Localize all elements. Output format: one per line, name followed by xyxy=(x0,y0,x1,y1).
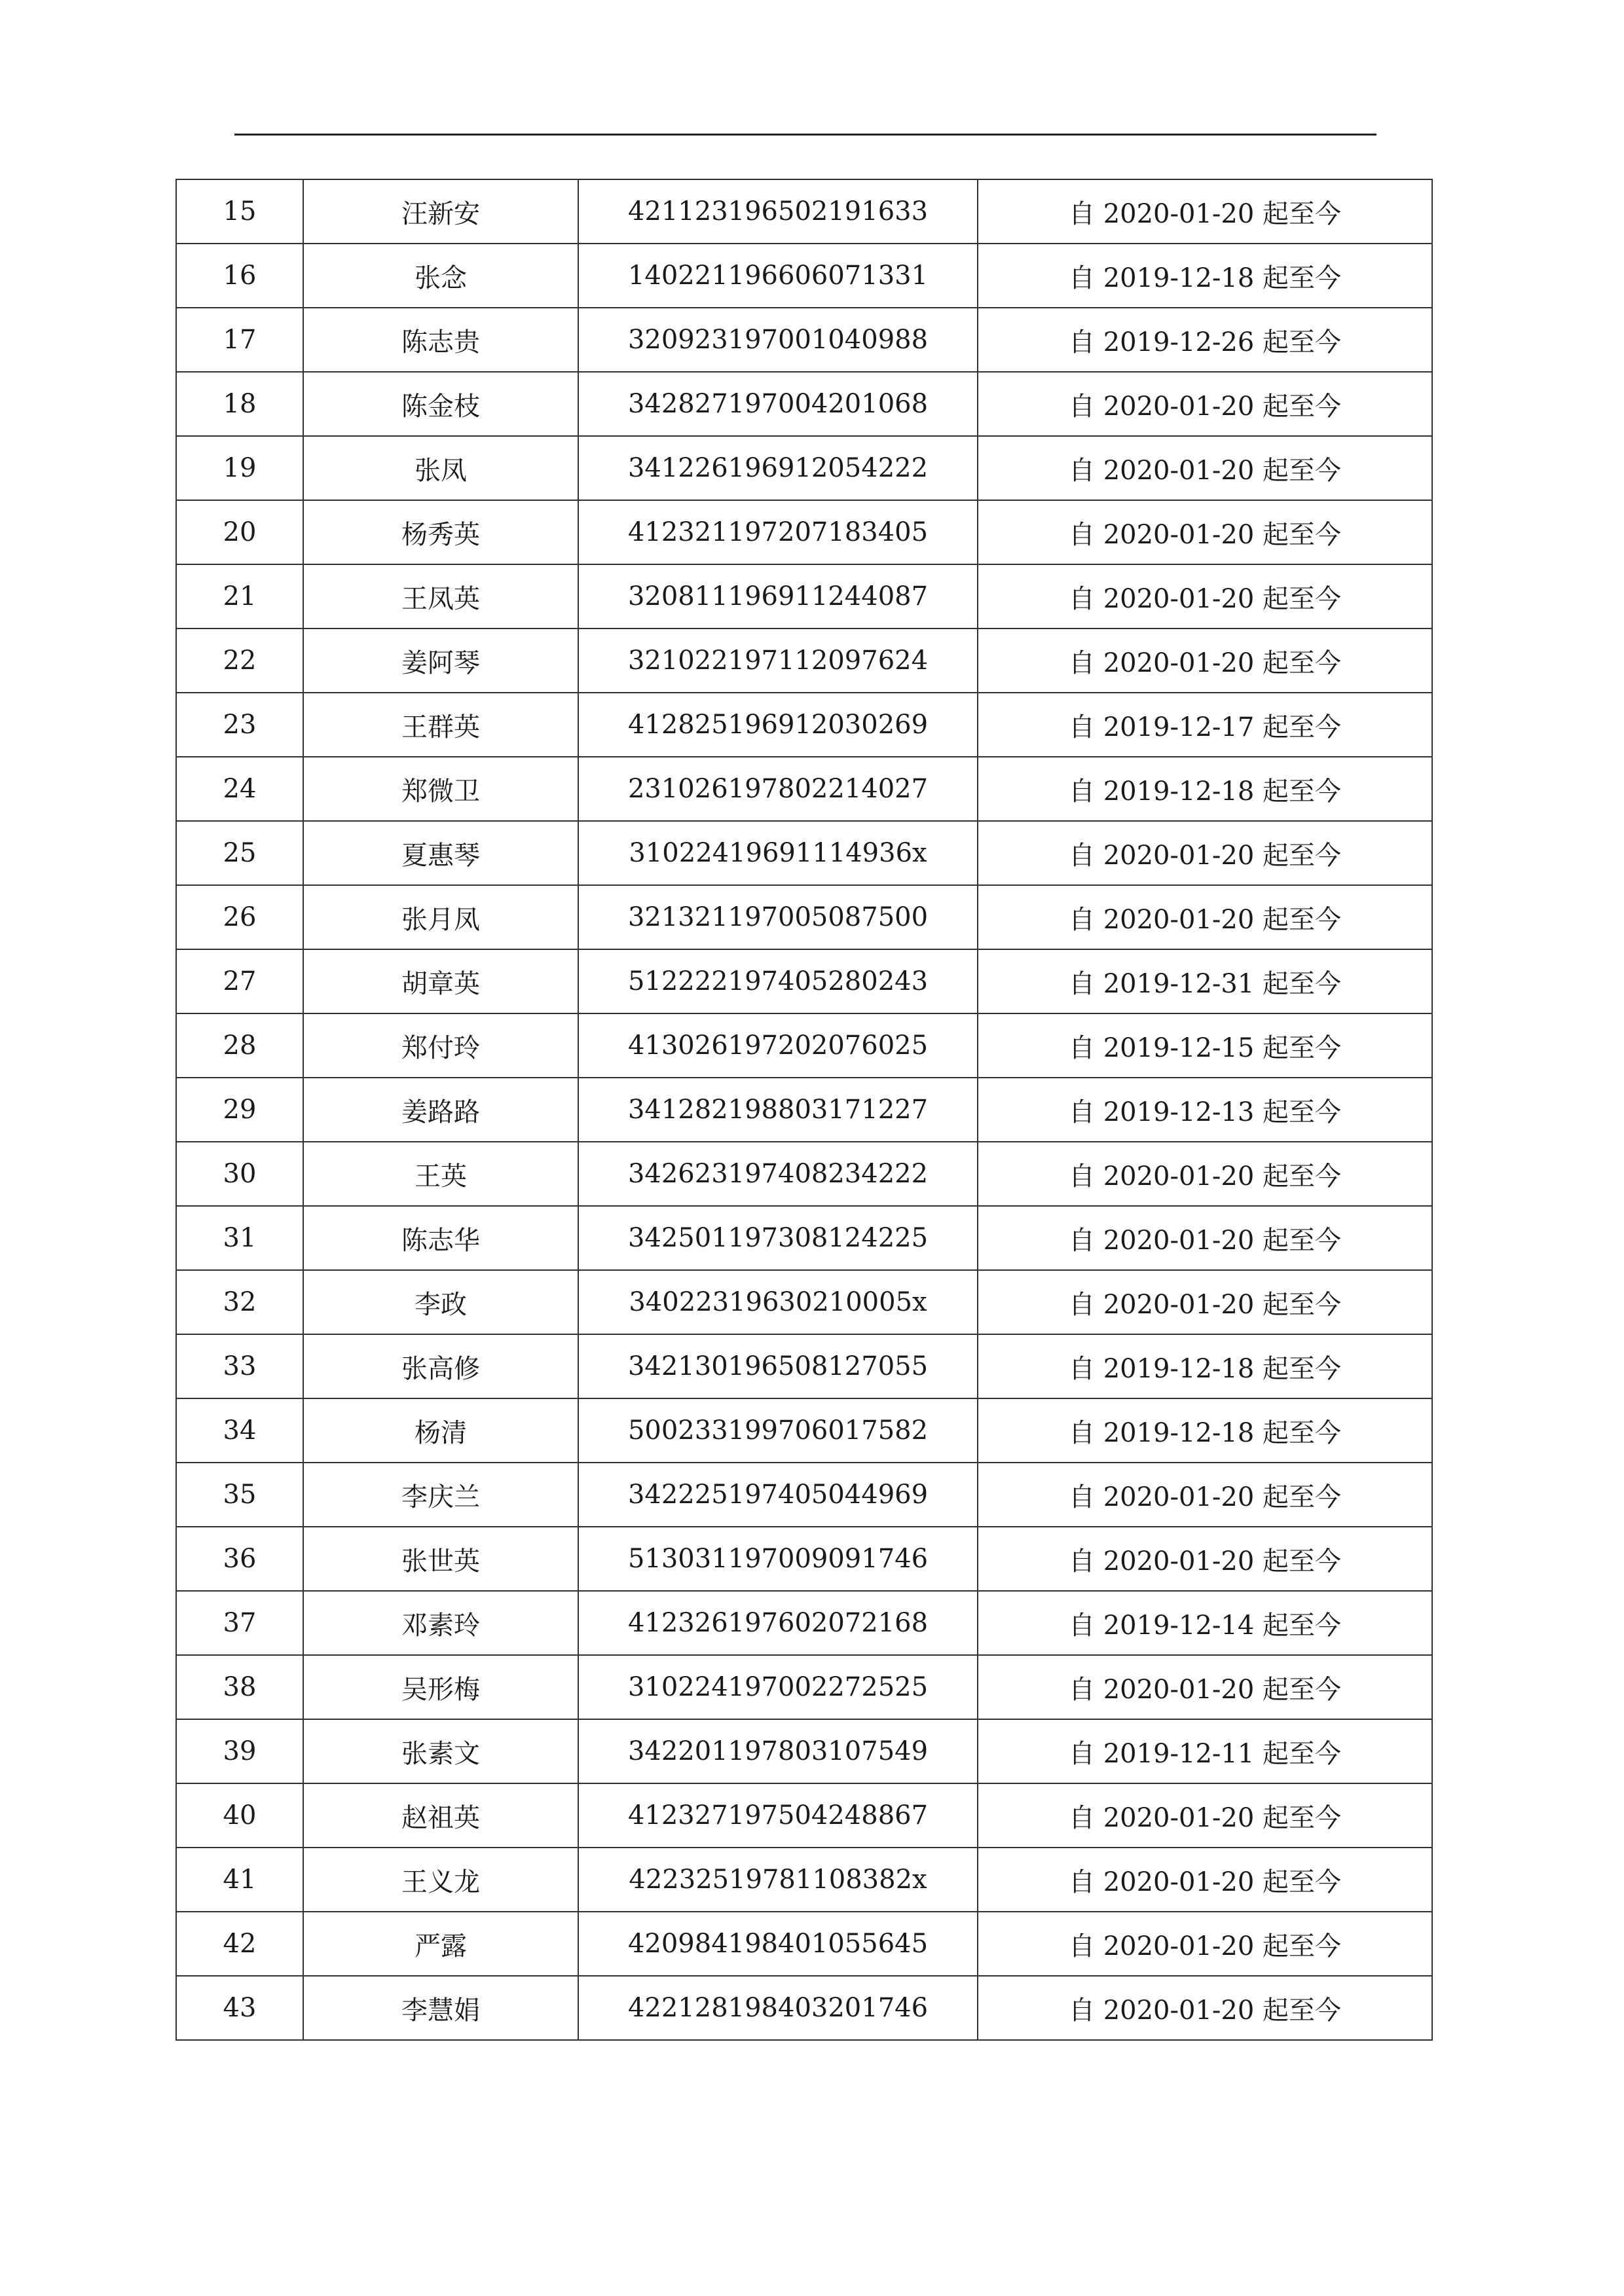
person-name: 郑付玲 xyxy=(303,1013,578,1078)
table-row xyxy=(176,564,1432,629)
date-suffix: 起至今 xyxy=(1263,327,1342,357)
start-date: 2019-12-17 xyxy=(1103,712,1255,742)
start-date: 2020-01-20 xyxy=(1103,1802,1255,1833)
date-range xyxy=(978,949,1432,1013)
person-name: 姜路路 xyxy=(303,1078,578,1142)
date-prefix: 自 xyxy=(1068,712,1095,742)
start-date: 2020-01-20 xyxy=(1103,519,1255,550)
row-number: 38 xyxy=(176,1655,303,1719)
person-name: 陈金枝 xyxy=(303,372,578,436)
id-number: 422128198403201746 xyxy=(578,1976,978,2040)
person-name: 李庆兰 xyxy=(303,1463,578,1527)
row-number: 21 xyxy=(176,564,303,629)
date-suffix: 起至今 xyxy=(1263,1610,1342,1641)
date-prefix: 自 xyxy=(1068,391,1095,422)
row-number: 32 xyxy=(176,1270,303,1334)
date-prefix: 自 xyxy=(1068,1482,1095,1512)
person-name: 张念 xyxy=(303,244,578,308)
table-row xyxy=(176,1719,1432,1783)
date-prefix: 自 xyxy=(1068,904,1095,935)
person-name: 王群英 xyxy=(303,693,578,757)
start-date: 2020-01-20 xyxy=(1103,1546,1255,1576)
date-suffix: 起至今 xyxy=(1263,776,1342,807)
date-range xyxy=(978,757,1432,821)
date-prefix: 自 xyxy=(1068,776,1095,807)
date-range xyxy=(978,821,1432,885)
person-name: 张凤 xyxy=(303,436,578,500)
row-number: 33 xyxy=(176,1334,303,1398)
date-suffix: 起至今 xyxy=(1263,198,1342,229)
table-row xyxy=(176,1078,1432,1142)
id-number: 342225197405044969 xyxy=(578,1463,978,1527)
date-prefix: 自 xyxy=(1068,1097,1095,1127)
date-range xyxy=(978,1591,1432,1655)
person-name: 张月凤 xyxy=(303,885,578,949)
row-number: 22 xyxy=(176,629,303,693)
date-range xyxy=(978,885,1432,949)
row-number: 15 xyxy=(176,179,303,244)
row-number: 37 xyxy=(176,1591,303,1655)
date-suffix: 起至今 xyxy=(1263,583,1342,614)
person-name: 严露 xyxy=(303,1912,578,1976)
person-name: 陈志华 xyxy=(303,1206,578,1270)
person-name: 杨清 xyxy=(303,1398,578,1463)
person-name: 邓素玲 xyxy=(303,1591,578,1655)
person-name: 王凤英 xyxy=(303,564,578,629)
row-number: 24 xyxy=(176,757,303,821)
date-range xyxy=(978,564,1432,629)
date-range xyxy=(978,1270,1432,1334)
date-prefix: 自 xyxy=(1068,1417,1095,1448)
date-suffix: 起至今 xyxy=(1263,391,1342,422)
table-row xyxy=(176,1591,1432,1655)
start-date: 2020-01-20 xyxy=(1103,1674,1255,1705)
date-range xyxy=(978,500,1432,564)
date-prefix: 自 xyxy=(1068,1032,1095,1063)
id-number: 321321197005087500 xyxy=(578,885,978,949)
id-number: 42232519781108382x xyxy=(578,1848,978,1912)
table-row xyxy=(176,821,1432,885)
date-range xyxy=(978,1527,1432,1591)
date-range xyxy=(978,1398,1432,1463)
person-name: 吴形梅 xyxy=(303,1655,578,1719)
row-number: 42 xyxy=(176,1912,303,1976)
table-row xyxy=(176,885,1432,949)
person-name: 李慧娟 xyxy=(303,1976,578,2040)
date-suffix: 起至今 xyxy=(1263,1995,1342,2026)
table-row xyxy=(176,1655,1432,1719)
date-prefix: 自 xyxy=(1068,1738,1095,1769)
date-range xyxy=(978,1142,1432,1206)
date-prefix: 自 xyxy=(1068,968,1095,999)
date-prefix: 自 xyxy=(1068,263,1095,293)
row-number: 28 xyxy=(176,1013,303,1078)
table-row xyxy=(176,1206,1432,1270)
date-range xyxy=(978,1912,1432,1976)
table-row xyxy=(176,1912,1432,1976)
date-prefix: 自 xyxy=(1068,1995,1095,2026)
start-date: 2020-01-20 xyxy=(1103,455,1255,486)
table-row xyxy=(176,1334,1432,1398)
date-prefix: 自 xyxy=(1068,1610,1095,1641)
row-number: 43 xyxy=(176,1976,303,2040)
row-number: 27 xyxy=(176,949,303,1013)
date-suffix: 起至今 xyxy=(1263,840,1342,871)
date-suffix: 起至今 xyxy=(1263,712,1342,742)
date-range xyxy=(978,308,1432,372)
date-range xyxy=(978,1078,1432,1142)
date-prefix: 自 xyxy=(1068,647,1095,678)
id-number: 412327197504248867 xyxy=(578,1783,978,1848)
person-name: 胡章英 xyxy=(303,949,578,1013)
date-suffix: 起至今 xyxy=(1263,455,1342,486)
id-number: 341282198803171227 xyxy=(578,1078,978,1142)
date-range xyxy=(978,244,1432,308)
table-row xyxy=(176,308,1432,372)
table-row xyxy=(176,179,1432,244)
table-row xyxy=(176,1270,1432,1334)
row-number: 26 xyxy=(176,885,303,949)
person-name: 张世英 xyxy=(303,1527,578,1591)
id-number: 413026197202076025 xyxy=(578,1013,978,1078)
id-number: 342201197803107549 xyxy=(578,1719,978,1783)
date-prefix: 自 xyxy=(1068,1867,1095,1897)
start-date: 2019-12-18 xyxy=(1103,776,1255,807)
table-row xyxy=(176,244,1432,308)
row-number: 29 xyxy=(176,1078,303,1142)
table-row xyxy=(176,693,1432,757)
id-number: 34022319630210005x xyxy=(578,1270,978,1334)
table-row xyxy=(176,1783,1432,1848)
date-prefix: 自 xyxy=(1068,1289,1095,1320)
roster-body xyxy=(176,179,1432,2040)
id-number: 500233199706017582 xyxy=(578,1398,978,1463)
start-date: 2020-01-20 xyxy=(1103,904,1255,935)
row-number: 39 xyxy=(176,1719,303,1783)
table-row xyxy=(176,1463,1432,1527)
date-prefix: 自 xyxy=(1068,327,1095,357)
date-range xyxy=(978,1976,1432,2040)
person-name: 李政 xyxy=(303,1270,578,1334)
start-date: 2020-01-20 xyxy=(1103,1867,1255,1897)
person-name: 杨秀英 xyxy=(303,500,578,564)
table-row xyxy=(176,1527,1432,1591)
start-date: 2020-01-20 xyxy=(1103,1482,1255,1512)
start-date: 2020-01-20 xyxy=(1103,840,1255,871)
person-name: 张素文 xyxy=(303,1719,578,1783)
id-number: 421123196502191633 xyxy=(578,179,978,244)
date-prefix: 自 xyxy=(1068,1674,1095,1705)
table-row xyxy=(176,757,1432,821)
date-range xyxy=(978,1013,1432,1078)
start-date: 2020-01-20 xyxy=(1103,1225,1255,1256)
id-number: 342623197408234222 xyxy=(578,1142,978,1206)
start-date: 2019-12-18 xyxy=(1103,1353,1255,1384)
id-number: 321022197112097624 xyxy=(578,629,978,693)
id-number: 341226196912054222 xyxy=(578,436,978,500)
id-number: 512222197405280243 xyxy=(578,949,978,1013)
date-prefix: 自 xyxy=(1068,519,1095,550)
start-date: 2019-12-15 xyxy=(1103,1032,1255,1063)
row-number: 20 xyxy=(176,500,303,564)
table-row xyxy=(176,1976,1432,2040)
date-prefix: 自 xyxy=(1068,1225,1095,1256)
date-suffix: 起至今 xyxy=(1263,904,1342,935)
id-number: 412321197207183405 xyxy=(578,500,978,564)
person-name: 夏惠琴 xyxy=(303,821,578,885)
date-suffix: 起至今 xyxy=(1263,1867,1342,1897)
table-row xyxy=(176,629,1432,693)
date-range xyxy=(978,1463,1432,1527)
date-suffix: 起至今 xyxy=(1263,1802,1342,1833)
date-range xyxy=(978,1206,1432,1270)
start-date: 2020-01-20 xyxy=(1103,1161,1255,1192)
header-rule xyxy=(234,134,1376,136)
id-number: 412825196912030269 xyxy=(578,693,978,757)
start-date: 2019-12-11 xyxy=(1103,1738,1255,1769)
date-prefix: 自 xyxy=(1068,840,1095,871)
start-date: 2019-12-26 xyxy=(1103,327,1255,357)
date-prefix: 自 xyxy=(1068,1161,1095,1192)
id-number: 310224197002272525 xyxy=(578,1655,978,1719)
row-number: 16 xyxy=(176,244,303,308)
person-name: 郑微卫 xyxy=(303,757,578,821)
date-range xyxy=(978,1334,1432,1398)
date-prefix: 自 xyxy=(1068,1802,1095,1833)
date-range xyxy=(978,1848,1432,1912)
id-number: 320923197001040988 xyxy=(578,308,978,372)
date-suffix: 起至今 xyxy=(1263,1225,1342,1256)
row-number: 31 xyxy=(176,1206,303,1270)
date-prefix: 自 xyxy=(1068,198,1095,229)
start-date: 2019-12-13 xyxy=(1103,1097,1255,1127)
row-number: 17 xyxy=(176,308,303,372)
start-date: 2020-01-20 xyxy=(1103,1995,1255,2026)
date-suffix: 起至今 xyxy=(1263,968,1342,999)
id-number: 342827197004201068 xyxy=(578,372,978,436)
date-suffix: 起至今 xyxy=(1263,1738,1342,1769)
row-number: 36 xyxy=(176,1527,303,1591)
start-date: 2019-12-31 xyxy=(1103,968,1255,999)
date-prefix: 自 xyxy=(1068,1931,1095,1961)
person-name: 王英 xyxy=(303,1142,578,1206)
start-date: 2019-12-18 xyxy=(1103,263,1255,293)
table-row xyxy=(176,1398,1432,1463)
row-number: 19 xyxy=(176,436,303,500)
date-suffix: 起至今 xyxy=(1263,1482,1342,1512)
table-row xyxy=(176,500,1432,564)
person-name: 王义龙 xyxy=(303,1848,578,1912)
date-prefix: 自 xyxy=(1068,1546,1095,1576)
start-date: 2020-01-20 xyxy=(1103,647,1255,678)
table-row xyxy=(176,949,1432,1013)
date-prefix: 自 xyxy=(1068,455,1095,486)
id-number: 342130196508127055 xyxy=(578,1334,978,1398)
start-date: 2020-01-20 xyxy=(1103,198,1255,229)
date-suffix: 起至今 xyxy=(1263,1674,1342,1705)
row-number: 25 xyxy=(176,821,303,885)
id-number: 420984198401055645 xyxy=(578,1912,978,1976)
date-prefix: 自 xyxy=(1068,583,1095,614)
date-range xyxy=(978,1719,1432,1783)
id-number: 513031197009091746 xyxy=(578,1527,978,1591)
date-suffix: 起至今 xyxy=(1263,1032,1342,1063)
table-row xyxy=(176,436,1432,500)
date-range xyxy=(978,693,1432,757)
row-number: 34 xyxy=(176,1398,303,1463)
person-name: 陈志贵 xyxy=(303,308,578,372)
date-suffix: 起至今 xyxy=(1263,1097,1342,1127)
id-number: 342501197308124225 xyxy=(578,1206,978,1270)
row-number: 23 xyxy=(176,693,303,757)
row-number: 35 xyxy=(176,1463,303,1527)
start-date: 2020-01-20 xyxy=(1103,583,1255,614)
start-date: 2020-01-20 xyxy=(1103,1289,1255,1320)
date-suffix: 起至今 xyxy=(1263,1546,1342,1576)
start-date: 2019-12-14 xyxy=(1103,1610,1255,1641)
id-number: 412326197602072168 xyxy=(578,1591,978,1655)
date-suffix: 起至今 xyxy=(1263,1931,1342,1961)
date-suffix: 起至今 xyxy=(1263,263,1342,293)
start-date: 2020-01-20 xyxy=(1103,1931,1255,1961)
id-number: 31022419691114936x xyxy=(578,821,978,885)
row-number: 30 xyxy=(176,1142,303,1206)
row-number: 18 xyxy=(176,372,303,436)
date-range xyxy=(978,436,1432,500)
date-suffix: 起至今 xyxy=(1263,1289,1342,1320)
date-range xyxy=(978,629,1432,693)
date-prefix: 自 xyxy=(1068,1353,1095,1384)
start-date: 2020-01-20 xyxy=(1103,391,1255,422)
date-suffix: 起至今 xyxy=(1263,1417,1342,1448)
date-range xyxy=(978,1655,1432,1719)
date-suffix: 起至今 xyxy=(1263,647,1342,678)
row-number: 41 xyxy=(176,1848,303,1912)
table-row xyxy=(176,1848,1432,1912)
date-suffix: 起至今 xyxy=(1263,519,1342,550)
start-date: 2019-12-18 xyxy=(1103,1417,1255,1448)
date-suffix: 起至今 xyxy=(1263,1161,1342,1192)
date-range xyxy=(978,1783,1432,1848)
roster-table xyxy=(175,179,1433,2041)
person-name: 张高修 xyxy=(303,1334,578,1398)
id-number: 140221196606071331 xyxy=(578,244,978,308)
table-row xyxy=(176,1142,1432,1206)
row-number: 40 xyxy=(176,1783,303,1848)
person-name: 姜阿琴 xyxy=(303,629,578,693)
date-suffix: 起至今 xyxy=(1263,1353,1342,1384)
person-name: 汪新安 xyxy=(303,179,578,244)
table-row xyxy=(176,372,1432,436)
date-range xyxy=(978,179,1432,244)
id-number: 320811196911244087 xyxy=(578,564,978,629)
person-name: 赵祖英 xyxy=(303,1783,578,1848)
id-number: 231026197802214027 xyxy=(578,757,978,821)
table-row xyxy=(176,1013,1432,1078)
date-range xyxy=(978,372,1432,436)
